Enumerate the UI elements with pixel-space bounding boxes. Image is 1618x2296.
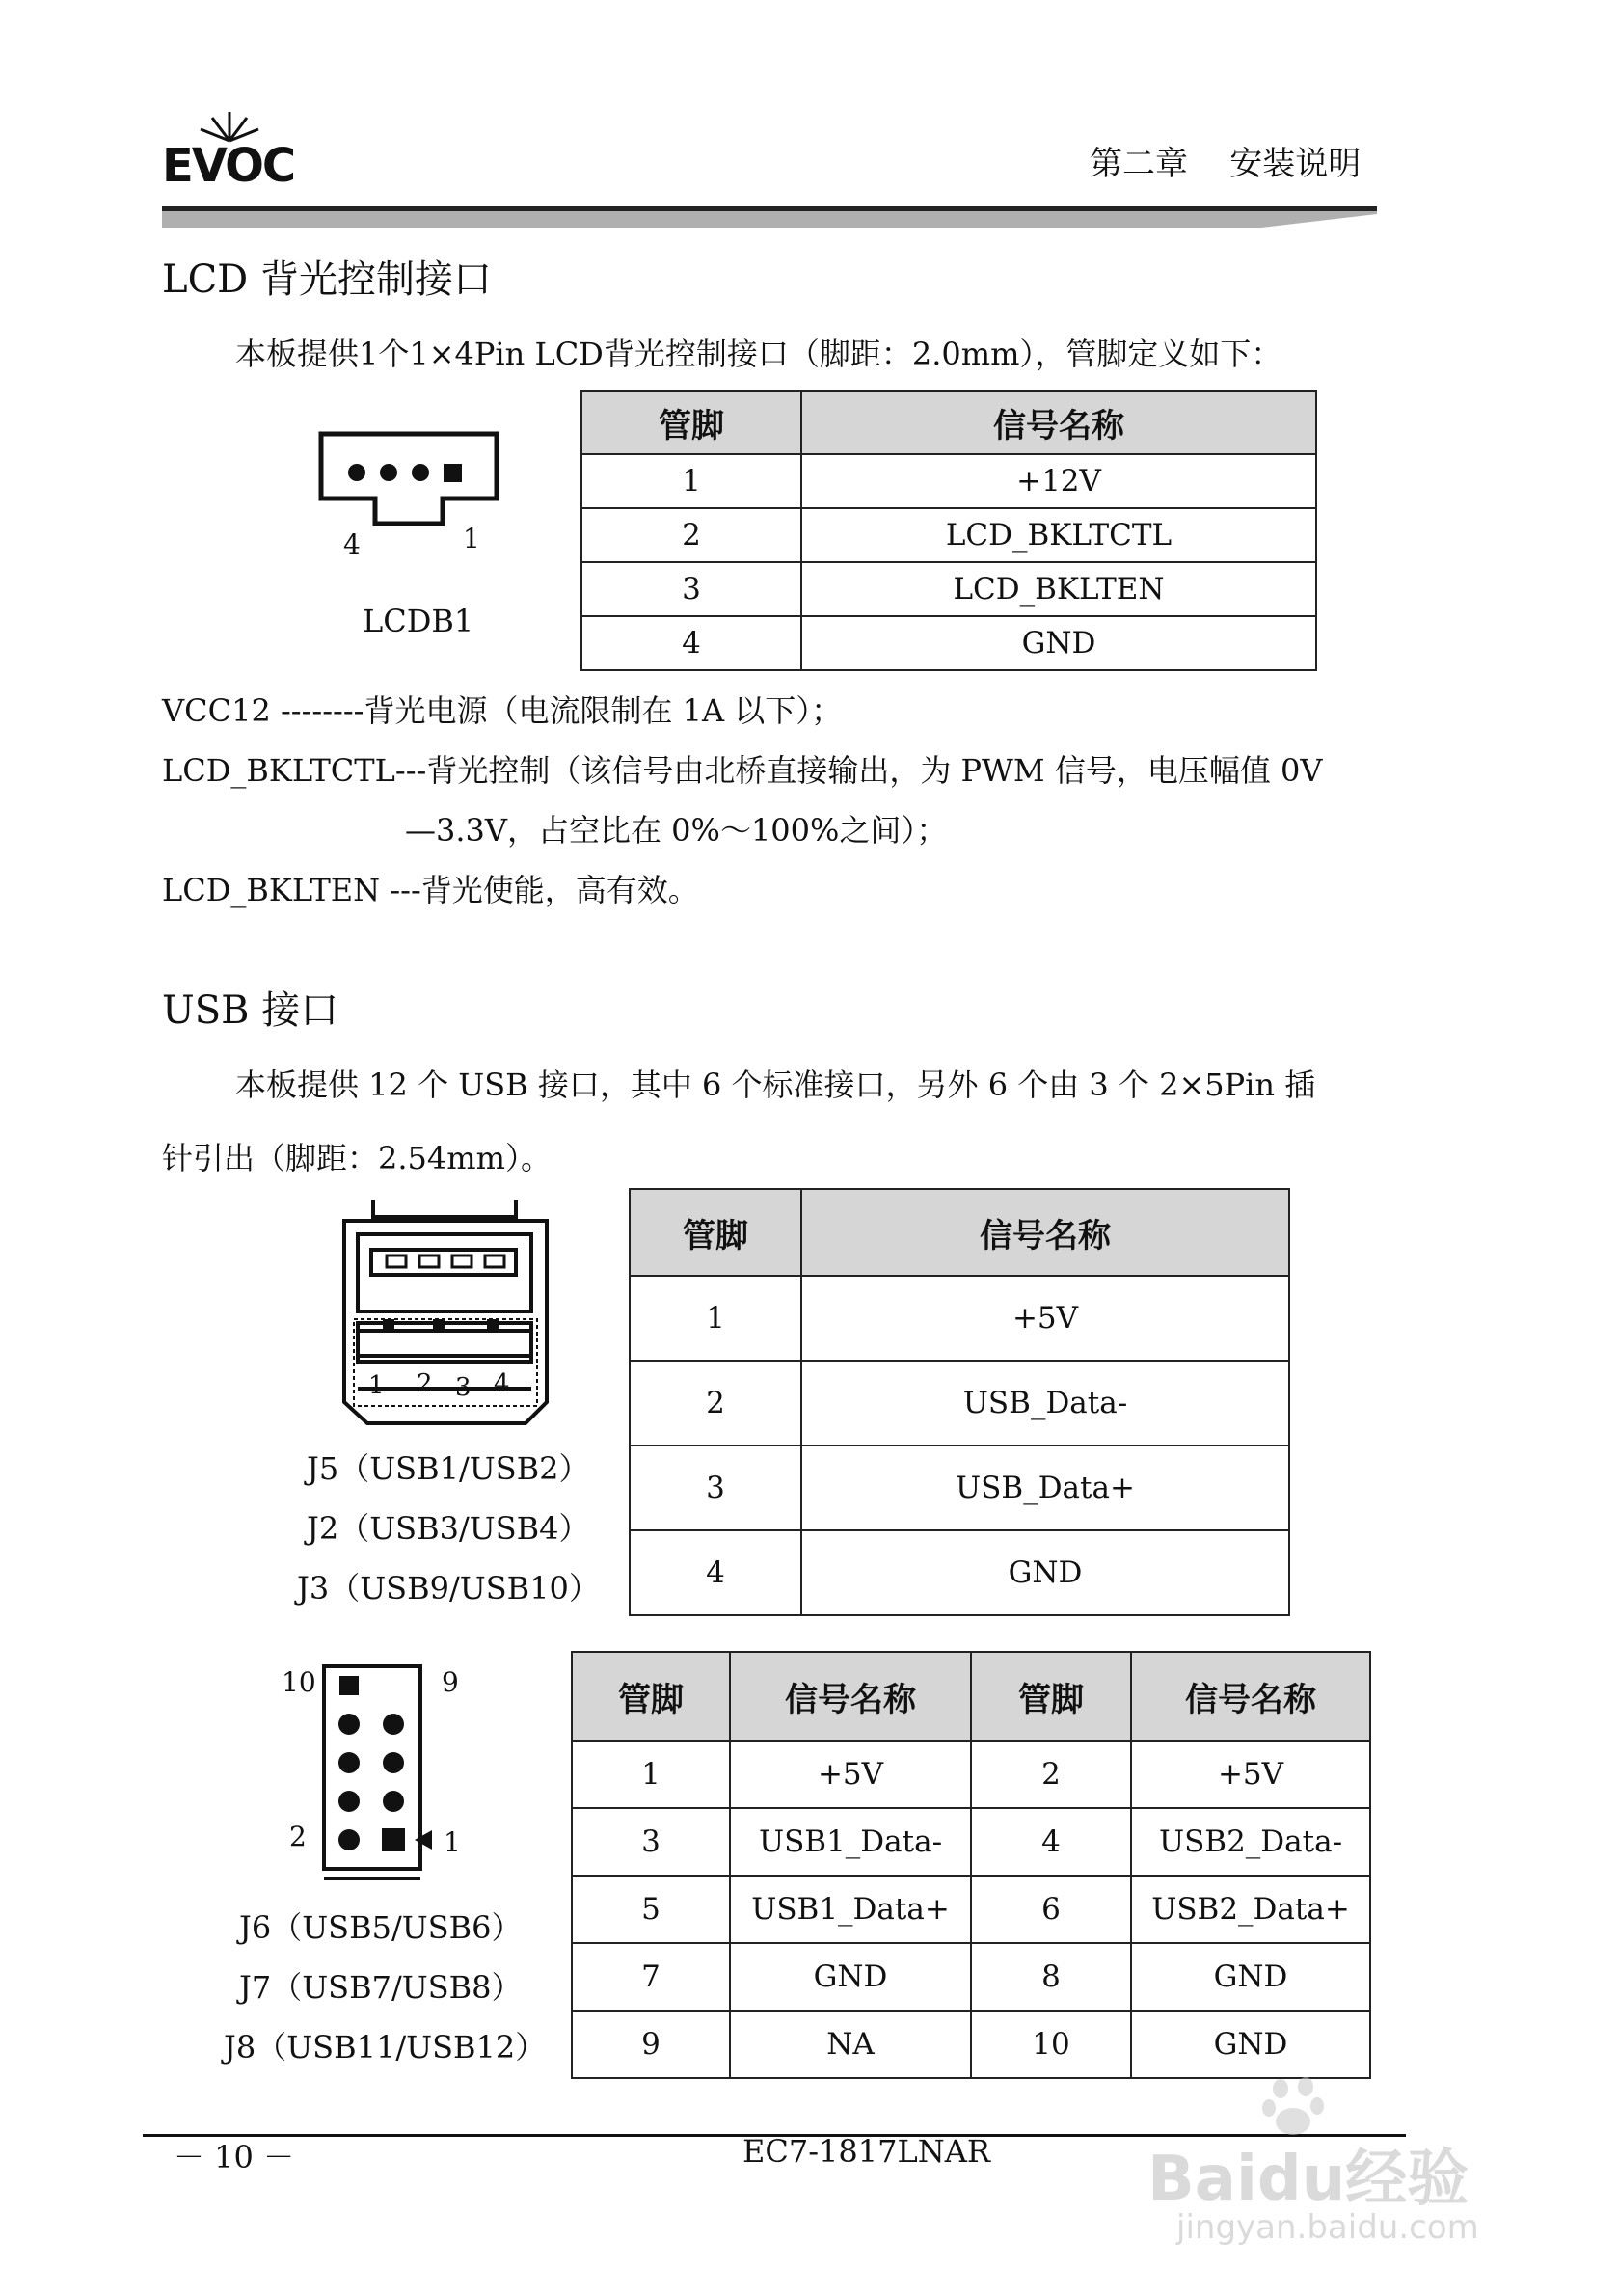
- pin-cell: 1: [630, 1276, 801, 1361]
- signal-cell: USB2_Data-: [1131, 1808, 1370, 1876]
- signal-cell: GND: [730, 1943, 971, 2011]
- header-pin9-label: 9: [442, 1666, 459, 1698]
- table-row: [630, 1276, 1289, 1361]
- table-row: [572, 1741, 1370, 1808]
- signal-cell: +5V: [730, 1741, 971, 1808]
- usb-intro-2: 针引出（脚距：2.54mm）。: [162, 1140, 552, 1176]
- signal-cell: +12V: [801, 454, 1316, 508]
- usb-header-signal: 信号名称: [801, 1189, 1289, 1276]
- note-bkltctl-cont: —3.3V，占空比在 0%～100%之间）；: [405, 812, 948, 849]
- signal-cell: USB2_Data+: [1131, 1876, 1370, 1943]
- table-row: [581, 616, 1316, 670]
- usb2-header-pin-b: 管脚: [971, 1652, 1131, 1741]
- usb2-header-signal-a: 信号名称: [730, 1652, 971, 1741]
- lcd-intro: 本板提供1个1×4Pin LCD背光控制接口（脚距：2.0mm），管脚定义如下：: [235, 336, 1282, 372]
- pin-cell: 9: [572, 2011, 730, 2078]
- pin-cell: 2: [581, 508, 801, 562]
- watermark-brand: Baidu经验: [1147, 2144, 1470, 2215]
- pin-cell: 5: [572, 1876, 730, 1943]
- signal-cell: USB_Data+: [801, 1445, 1289, 1530]
- note-vcc12: VCC12 --------背光电源（电流限制在 1A 以下）；: [162, 692, 843, 729]
- lcd-header-signal: 信号名称: [801, 391, 1316, 454]
- signal-cell: +5V: [801, 1276, 1289, 1361]
- usb-std-label-j5: J5（USB1/USB2）: [307, 1450, 590, 1487]
- pin-cell: 8: [971, 1943, 1131, 2011]
- lcd-pin1-label: 1: [463, 523, 480, 554]
- signal-cell: GND: [1131, 2011, 1370, 2078]
- note-bkltctl: LCD_BKLTCTL---背光控制（该信号由北桥直接输出，为 PWM 信号，电压幅值 0V: [162, 752, 1323, 789]
- table-row: [581, 562, 1316, 616]
- signal-cell: USB1_Data+: [730, 1876, 971, 1943]
- header-rule: [162, 204, 1377, 230]
- lcd-section-title: LCD 背光控制接口: [162, 257, 492, 302]
- signal-cell: LCD_BKLTCTL: [801, 508, 1316, 562]
- lcd-connector-label: LCDB1: [363, 603, 474, 639]
- note-bklten: LCD_BKLTEN ---背光使能，高有效。: [162, 872, 699, 908]
- lcd-connector-diagram: [313, 429, 506, 526]
- signal-cell: NA: [730, 2011, 971, 2078]
- pin-cell: 2: [971, 1741, 1131, 1808]
- table-row: [581, 454, 1316, 508]
- pin-cell: 10: [971, 2011, 1131, 2078]
- signal-cell: GND: [801, 616, 1316, 670]
- pin-cell: 4: [630, 1530, 801, 1615]
- usb-header-label-j6: J6（USB5/USB6）: [239, 1909, 523, 1946]
- usb-pin1-label: 1: [368, 1371, 385, 1400]
- page-number: － 10 －: [174, 2139, 295, 2175]
- usb-std-connector-diagram: [333, 1196, 554, 1437]
- usb-pin4-label: 4: [494, 1369, 510, 1398]
- pin-cell: 1: [572, 1741, 730, 1808]
- table-row: [572, 1876, 1370, 1943]
- pin-cell: 7: [572, 1943, 730, 2011]
- pin-cell: 1: [581, 454, 801, 508]
- pin-cell: 6: [971, 1876, 1131, 1943]
- header-pin1-label: 1: [444, 1826, 461, 1858]
- pin-cell: 3: [630, 1445, 801, 1530]
- signal-cell: GND: [801, 1530, 1289, 1615]
- pin-cell: 2: [630, 1361, 801, 1445]
- usb-header-pin: 管脚: [630, 1189, 801, 1276]
- lcd-header-pin: 管脚: [581, 391, 801, 454]
- usb-pin3-label: 3: [455, 1373, 472, 1402]
- table-row: [581, 508, 1316, 562]
- watermark-url: jingyan.baidu.com: [1176, 2208, 1479, 2247]
- model-number: EC7-1817LNAR: [742, 2133, 990, 2170]
- usb2-header-pin-a: 管脚: [572, 1652, 730, 1741]
- table-row: [630, 1361, 1289, 1445]
- pin-cell: 3: [572, 1808, 730, 1876]
- pin-cell: 3: [581, 562, 801, 616]
- usb-std-label-j3: J3（USB9/USB10）: [297, 1570, 600, 1607]
- logo-text: EVOC: [162, 139, 295, 193]
- table-row: [630, 1530, 1289, 1615]
- header-pin10-label: 10: [282, 1666, 316, 1698]
- signal-cell: USB_Data-: [801, 1361, 1289, 1445]
- signal-cell: +5V: [1131, 1741, 1370, 1808]
- usb-header-pin-table: [571, 1651, 1371, 2079]
- usb-section-title: USB 接口: [162, 988, 339, 1033]
- table-row: [630, 1445, 1289, 1530]
- signal-cell: GND: [1131, 1943, 1370, 2011]
- table-row: [572, 2011, 1370, 2078]
- usb-intro-1: 本板提供 12 个 USB 接口，其中 6 个标准接口，另外 6 个由 3 个 2×5Pin 插: [235, 1067, 1316, 1103]
- lcd-pin-table: [580, 390, 1317, 671]
- usb-header-label-j7: J7（USB7/USB8）: [239, 1969, 523, 2006]
- usb-header-label-j8: J8（USB11/USB12）: [224, 2029, 547, 2066]
- usb-pin2-label: 2: [417, 1369, 433, 1398]
- usb-std-pin-table: [629, 1188, 1290, 1616]
- pin-cell: 4: [971, 1808, 1131, 1876]
- lcd-pin4-label: 4: [343, 528, 361, 560]
- chapter-title: 第二章 安装说明: [1090, 145, 1362, 183]
- signal-cell: USB1_Data-: [730, 1808, 971, 1876]
- signal-cell: LCD_BKLTEN: [801, 562, 1316, 616]
- usb-std-label-j2: J2（USB3/USB4）: [307, 1510, 590, 1547]
- evoc-logo: [162, 114, 297, 193]
- table-row: [572, 1943, 1370, 2011]
- header-pin2-label: 2: [289, 1821, 307, 1852]
- table-row: [572, 1808, 1370, 1876]
- usb2-header-signal-b: 信号名称: [1131, 1652, 1370, 1741]
- pin-cell: 4: [581, 616, 801, 670]
- baidu-watermark: [1147, 2071, 1543, 2255]
